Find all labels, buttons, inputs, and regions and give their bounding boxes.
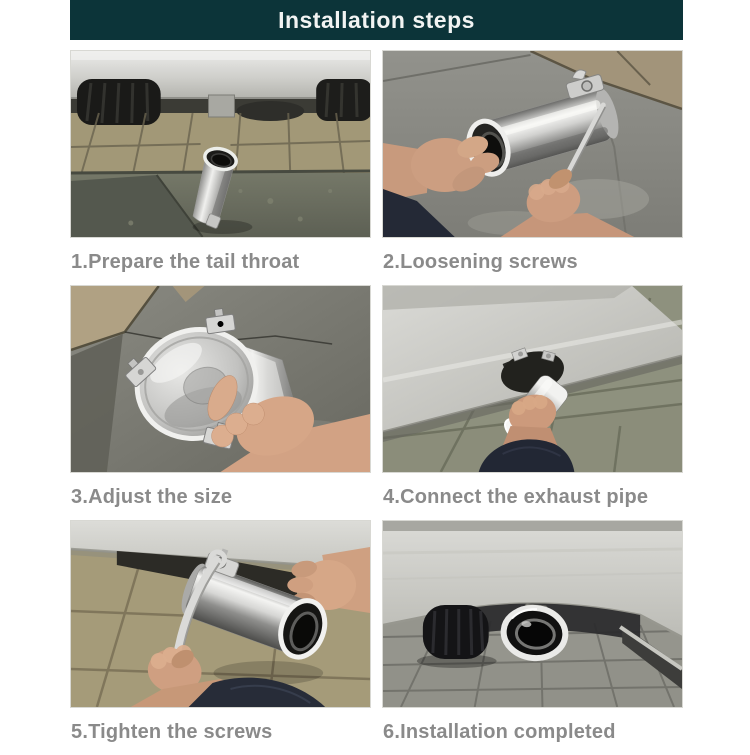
page-title: Installation steps	[278, 6, 475, 33]
step-item-5	[70, 520, 371, 755]
step-caption-6: 6.Installation completed	[383, 721, 616, 743]
step-caption-3: 3.Adjust the size	[71, 486, 233, 508]
step-photo-5	[70, 520, 371, 708]
step-photo-1	[70, 50, 371, 238]
step-caption-4: 4.Connect the exhaust pipe	[383, 486, 649, 508]
step-caption-2: 2.Loosening screws	[383, 251, 578, 273]
step-photo-4	[382, 285, 683, 473]
step-item-1	[70, 50, 371, 285]
step-caption-1: 1.Prepare the tail throat	[71, 251, 300, 273]
steps-grid	[70, 50, 683, 755]
right-tire	[316, 79, 370, 121]
step-item-3	[70, 285, 371, 520]
step-item-2	[382, 50, 683, 285]
header-banner	[70, 0, 683, 40]
left-tire	[417, 605, 497, 668]
step-photo-3	[70, 285, 371, 473]
step-photo-6	[382, 520, 683, 708]
step-item-6	[382, 520, 683, 755]
step-item-4	[382, 285, 683, 520]
tow-bracket	[209, 95, 235, 117]
left-tire	[77, 79, 161, 125]
step-caption-5: 5.Tighten the screws	[71, 721, 273, 743]
step-photo-2	[382, 50, 683, 238]
